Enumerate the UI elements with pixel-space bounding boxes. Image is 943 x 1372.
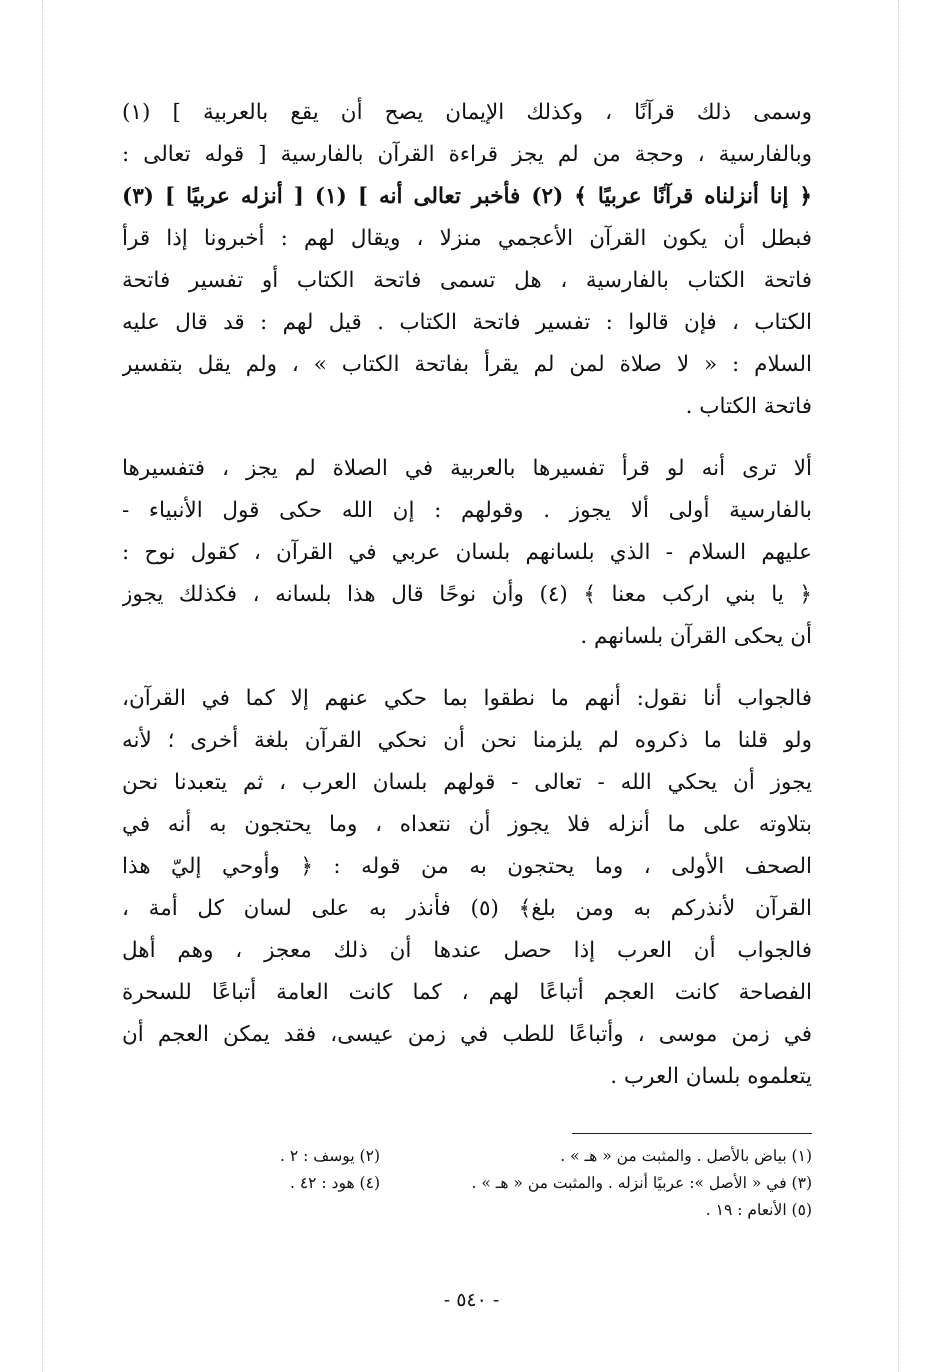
- left-margin-guide: [42, 0, 43, 1372]
- text-line: يتعلموه بلسان العرب .: [610, 1064, 812, 1089]
- footnote: (١) بياض بالأصل . والمثبت من « هـ » .: [560, 1147, 812, 1165]
- text-line: ولو قلنا ما ذكروه لم يلزمنا نحن أن نحكي القرآن بلغة أخرى ؛ لأنه: [122, 728, 812, 753]
- text-line: فاتحة الكتاب .: [685, 394, 812, 419]
- text-line: بتلاوته على ما أنزله فلا يجوز أن نتعداه ، وما يحتجون به أنه في: [122, 812, 812, 837]
- text-line: السلام : « لا صلاة لمن لم يقرأ بفاتحة الكتاب » ، ولم يقل بتفسير: [122, 352, 812, 377]
- text-line: عليهم السلام - الذي بلسانهم بلسان عربي في القرآن ، كقول نوح :: [122, 540, 812, 565]
- text-line: ﴿ إنا أنزلناه قرآنًا عربيًا ﴾ (٢) فأخبر تعالى أنه ] (١) [ أنزله عربيًا ] (٣): [122, 184, 812, 209]
- paragraph-2: [122, 448, 812, 658]
- footnote-row: [150, 1143, 812, 1170]
- text-line: بالفارسية أولى ألا يجوز . وقولهم : إن الله حكى قول الأنبياء -: [122, 498, 812, 523]
- footnote: (٥) الأنعام : ١٩ .: [705, 1201, 812, 1219]
- footnote-row: [150, 1197, 812, 1224]
- text-line: الكتاب ، فإن قالوا : تفسير فاتحة الكتاب . قيل لهم : قد قال عليه: [122, 310, 812, 335]
- footnotes: [150, 1143, 812, 1224]
- text-line: الفصاحة كانت العجم أتباعًا لهم ، كما كانت العامة أتباعًا للسحرة: [122, 980, 812, 1005]
- footnote-row: [150, 1170, 812, 1197]
- footnote: (٤) هود : ٤٢ .: [289, 1174, 380, 1192]
- footnote: (٢) يوسف : ٢ .: [280, 1147, 380, 1165]
- text-line: فالجواب أنا نقول: أنهم ما نطقوا بما حكي عنهم إلا كما في القرآن،: [122, 686, 812, 711]
- footnote: [150, 1197, 380, 1224]
- text-line: وبالفارسية ، وحجة من لم يجز قراءة القرآن بالفارسية [ قوله تعالى :: [122, 142, 812, 167]
- text-line: فالجواب أن العرب إذا حصل عندها أن ذلك معجز ، وهم أهل: [122, 938, 812, 963]
- text-line: أن يحكى القرآن بلسانهم .: [580, 624, 812, 649]
- text-line: القرآن لأنذركم به ومن بلغ﴾ (٥) فأنذر به على لسان كل أمة ،: [122, 896, 812, 921]
- main-text: [122, 92, 812, 1098]
- text-line: فاتحة الكتاب بالفارسية ، هل تسمى فاتحة الكتاب أو تفسير فاتحة: [122, 268, 812, 293]
- page-number: - ٥٤٠ -: [443, 1289, 500, 1311]
- paragraph-3: [122, 678, 812, 1098]
- text-line: الصحف الأولى ، وما يحتجون به من قوله : ﴿ وأوحي إليّ هذا: [122, 854, 812, 879]
- text-line: ألا ترى أنه لو قرأ تفسيرها بالعربية في الصلاة لم يجز ، فتفسيرها: [122, 456, 812, 481]
- text-line: في زمن موسى ، وأتباعًا للطب في زمن عيسى، فقد يمكن العجم أن: [122, 1022, 812, 1047]
- footnote-separator: [572, 1133, 812, 1134]
- paragraph-1: [122, 92, 812, 428]
- text-line: وسمى ذلك قرآنًا ، وكذلك الإيمان يصح أن يقع بالعربية ] (١): [122, 100, 812, 125]
- right-margin-guide: [898, 0, 899, 1372]
- text-line: ﴿ يا بني اركب معنا ﴾ (٤) وأن نوحًا قال هذا بلسانه ، فكذلك يجوز: [122, 582, 812, 607]
- text-line: يجوز أن يحكي الله - تعالى - قولهم بلسان العرب ، ثم يتعبدنا نحن: [122, 770, 812, 795]
- text-line: فبطل أن يكون القرآن الأعجمي منزلا ، ويقال لهم : أخبرونا إذا قرأ: [122, 226, 812, 251]
- footnote: (٣) في « الأصل »: عربيًا أنزله . والمثبت من « هـ » .: [471, 1174, 812, 1192]
